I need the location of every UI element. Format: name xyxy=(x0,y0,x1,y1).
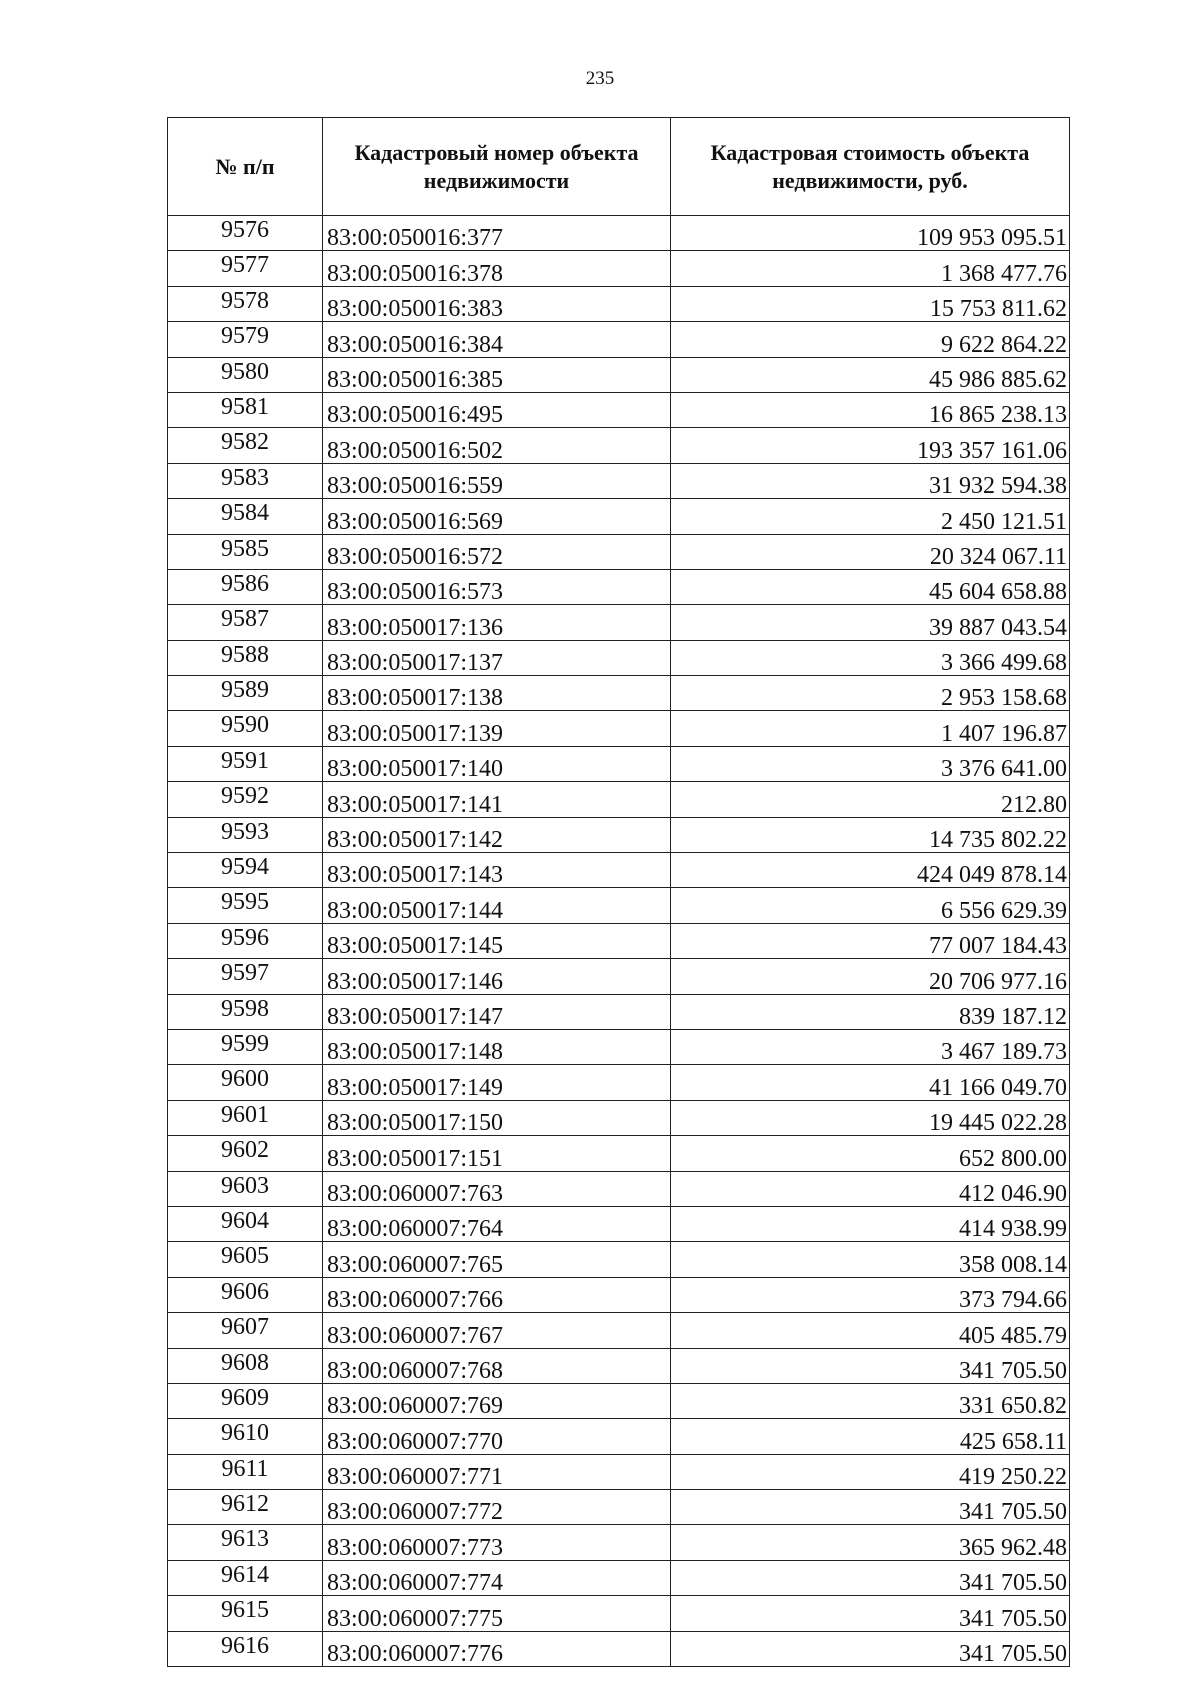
cadastral-number-cell: 83:00:060007:768 xyxy=(323,1348,671,1383)
cadastral-number-cell: 83:00:060007:764 xyxy=(323,1206,671,1241)
row-number-cell: 9599 xyxy=(168,1029,323,1064)
row-number-cell: 9587 xyxy=(168,605,323,640)
row-number-cell: 9580 xyxy=(168,357,323,392)
cadastral-value-cell: 2 450 121.51 xyxy=(671,499,1070,534)
table-row xyxy=(168,1560,1070,1595)
table-header-row xyxy=(168,118,1070,216)
cadastral-number-cell: 83:00:050017:137 xyxy=(323,640,671,675)
row-number-cell: 9584 xyxy=(168,499,323,534)
table-row xyxy=(168,1525,1070,1560)
cadastral-number-cell: 83:00:050017:150 xyxy=(323,1100,671,1135)
table-row xyxy=(168,817,1070,852)
cadastral-value-table xyxy=(167,117,1070,1667)
cadastral-number-cell: 83:00:060007:767 xyxy=(323,1313,671,1348)
row-number-cell: 9605 xyxy=(168,1242,323,1277)
table-row xyxy=(168,676,1070,711)
cadastral-number-cell: 83:00:050017:138 xyxy=(323,676,671,711)
table-row xyxy=(168,1313,1070,1348)
table-row xyxy=(168,923,1070,958)
row-number-cell: 9616 xyxy=(168,1631,323,1666)
table-body xyxy=(168,216,1070,1667)
row-number-cell: 9614 xyxy=(168,1560,323,1595)
table-row xyxy=(168,1242,1070,1277)
cadastral-number-cell: 83:00:050016:383 xyxy=(323,286,671,321)
row-number-cell: 9610 xyxy=(168,1419,323,1454)
table-row xyxy=(168,888,1070,923)
cadastral-value-cell: 2 953 158.68 xyxy=(671,676,1070,711)
cadastral-number-cell: 83:00:050017:139 xyxy=(323,711,671,746)
header-cadastral-value: Кадастровая стоимость объекта недвижимости, руб. xyxy=(671,118,1070,216)
cadastral-number-cell: 83:00:050017:145 xyxy=(323,923,671,958)
cadastral-value-cell: 193 357 161.06 xyxy=(671,428,1070,463)
row-number-cell: 9611 xyxy=(168,1454,323,1489)
row-number-cell: 9579 xyxy=(168,322,323,357)
cadastral-number-cell: 83:00:060007:771 xyxy=(323,1454,671,1489)
cadastral-value-cell: 6 556 629.39 xyxy=(671,888,1070,923)
cadastral-number-cell: 83:00:050016:559 xyxy=(323,463,671,498)
cadastral-value-cell: 3 467 189.73 xyxy=(671,1029,1070,1064)
cadastral-value-cell: 373 794.66 xyxy=(671,1277,1070,1312)
cadastral-value-cell: 341 705.50 xyxy=(671,1631,1070,1666)
table-row xyxy=(168,1100,1070,1135)
cadastral-value-cell: 45 986 885.62 xyxy=(671,357,1070,392)
table-row xyxy=(168,1029,1070,1064)
cadastral-value-cell: 405 485.79 xyxy=(671,1313,1070,1348)
table-row xyxy=(168,357,1070,392)
cadastral-value-cell: 3 376 641.00 xyxy=(671,746,1070,781)
cadastral-value-cell: 331 650.82 xyxy=(671,1383,1070,1418)
cadastral-value-cell: 1 368 477.76 xyxy=(671,251,1070,286)
cadastral-number-cell: 83:00:050017:142 xyxy=(323,817,671,852)
row-number-cell: 9613 xyxy=(168,1525,323,1560)
table-row xyxy=(168,463,1070,498)
row-number-cell: 9597 xyxy=(168,959,323,994)
row-number-cell: 9586 xyxy=(168,569,323,604)
cadastral-number-cell: 83:00:050017:136 xyxy=(323,605,671,640)
row-number-cell: 9601 xyxy=(168,1100,323,1135)
cadastral-number-cell: 83:00:060007:775 xyxy=(323,1596,671,1631)
cadastral-number-cell: 83:00:050017:151 xyxy=(323,1136,671,1171)
table-row xyxy=(168,711,1070,746)
cadastral-value-cell: 419 250.22 xyxy=(671,1454,1070,1489)
table-row xyxy=(168,1490,1070,1525)
table-row xyxy=(168,251,1070,286)
cadastral-value-cell: 41 166 049.70 xyxy=(671,1065,1070,1100)
table-row xyxy=(168,853,1070,888)
cadastral-number-cell: 83:00:050016:569 xyxy=(323,499,671,534)
table-row xyxy=(168,216,1070,251)
cadastral-value-cell: 20 706 977.16 xyxy=(671,959,1070,994)
cadastral-number-cell: 83:00:050016:377 xyxy=(323,216,671,251)
cadastral-value-cell: 19 445 022.28 xyxy=(671,1100,1070,1135)
cadastral-value-cell: 15 753 811.62 xyxy=(671,286,1070,321)
cadastral-value-cell: 839 187.12 xyxy=(671,994,1070,1029)
cadastral-value-cell: 365 962.48 xyxy=(671,1525,1070,1560)
table-row xyxy=(168,534,1070,569)
row-number-cell: 9592 xyxy=(168,782,323,817)
cadastral-value-cell: 20 324 067.11 xyxy=(671,534,1070,569)
cadastral-number-cell: 83:00:050016:572 xyxy=(323,534,671,569)
cadastral-value-cell: 652 800.00 xyxy=(671,1136,1070,1171)
cadastral-value-cell: 412 046.90 xyxy=(671,1171,1070,1206)
cadastral-number-cell: 83:00:050017:140 xyxy=(323,746,671,781)
cadastral-number-cell: 83:00:050016:385 xyxy=(323,357,671,392)
row-number-cell: 9604 xyxy=(168,1206,323,1241)
cadastral-number-cell: 83:00:050017:148 xyxy=(323,1029,671,1064)
table-row xyxy=(168,640,1070,675)
row-number-cell: 9581 xyxy=(168,392,323,427)
cadastral-value-cell: 212.80 xyxy=(671,782,1070,817)
cadastral-value-cell: 16 865 238.13 xyxy=(671,392,1070,427)
cadastral-number-cell: 83:00:060007:776 xyxy=(323,1631,671,1666)
row-number-cell: 9585 xyxy=(168,534,323,569)
table-row xyxy=(168,322,1070,357)
table-row xyxy=(168,959,1070,994)
cadastral-value-cell: 414 938.99 xyxy=(671,1206,1070,1241)
row-number-cell: 9591 xyxy=(168,746,323,781)
table-row xyxy=(168,1596,1070,1631)
cadastral-value-cell: 341 705.50 xyxy=(671,1596,1070,1631)
cadastral-number-cell: 83:00:060007:770 xyxy=(323,1419,671,1454)
row-number-cell: 9583 xyxy=(168,463,323,498)
table-row xyxy=(168,1348,1070,1383)
header-cadastral-number: Кадастровый номер объекта недвижимости xyxy=(323,118,671,216)
row-number-cell: 9582 xyxy=(168,428,323,463)
cadastral-number-cell: 83:00:060007:766 xyxy=(323,1277,671,1312)
cadastral-number-cell: 83:00:050016:384 xyxy=(323,322,671,357)
cadastral-number-cell: 83:00:050016:573 xyxy=(323,569,671,604)
table-row xyxy=(168,499,1070,534)
row-number-cell: 9608 xyxy=(168,1348,323,1383)
row-number-cell: 9602 xyxy=(168,1136,323,1171)
cadastral-number-cell: 83:00:050017:146 xyxy=(323,959,671,994)
cadastral-number-cell: 83:00:060007:763 xyxy=(323,1171,671,1206)
cadastral-value-cell: 425 658.11 xyxy=(671,1419,1070,1454)
cadastral-number-cell: 83:00:050017:143 xyxy=(323,853,671,888)
cadastral-number-cell: 83:00:050016:495 xyxy=(323,392,671,427)
cadastral-value-cell: 1 407 196.87 xyxy=(671,711,1070,746)
cadastral-number-cell: 83:00:050017:147 xyxy=(323,994,671,1029)
row-number-cell: 9600 xyxy=(168,1065,323,1100)
table-row xyxy=(168,1277,1070,1312)
table-row xyxy=(168,428,1070,463)
table-row xyxy=(168,994,1070,1029)
table-row xyxy=(168,1065,1070,1100)
cadastral-value-cell: 39 887 043.54 xyxy=(671,605,1070,640)
cadastral-number-cell: 83:00:060007:774 xyxy=(323,1560,671,1595)
row-number-cell: 9578 xyxy=(168,286,323,321)
row-number-cell: 9593 xyxy=(168,817,323,852)
table-row xyxy=(168,1454,1070,1489)
row-number-cell: 9596 xyxy=(168,923,323,958)
cadastral-value-cell: 77 007 184.43 xyxy=(671,923,1070,958)
cadastral-value-cell: 341 705.50 xyxy=(671,1490,1070,1525)
row-number-cell: 9594 xyxy=(168,853,323,888)
row-number-cell: 9603 xyxy=(168,1171,323,1206)
row-number-cell: 9595 xyxy=(168,888,323,923)
table-row xyxy=(168,605,1070,640)
row-number-cell: 9577 xyxy=(168,251,323,286)
table-row xyxy=(168,1631,1070,1666)
cadastral-value-cell: 9 622 864.22 xyxy=(671,322,1070,357)
row-number-cell: 9609 xyxy=(168,1383,323,1418)
row-number-cell: 9590 xyxy=(168,711,323,746)
cadastral-value-cell: 109 953 095.51 xyxy=(671,216,1070,251)
row-number-cell: 9589 xyxy=(168,676,323,711)
cadastral-number-cell: 83:00:050017:141 xyxy=(323,782,671,817)
cadastral-value-cell: 341 705.50 xyxy=(671,1560,1070,1595)
row-number-cell: 9588 xyxy=(168,640,323,675)
cadastral-value-cell: 3 366 499.68 xyxy=(671,640,1070,675)
cadastral-value-cell: 358 008.14 xyxy=(671,1242,1070,1277)
page-number: 235 xyxy=(585,68,615,89)
cadastral-value-cell: 424 049 878.14 xyxy=(671,853,1070,888)
cadastral-value-cell: 31 932 594.38 xyxy=(671,463,1070,498)
cadastral-number-cell: 83:00:050016:378 xyxy=(323,251,671,286)
table-row xyxy=(168,1419,1070,1454)
table-row xyxy=(168,1383,1070,1418)
row-number-cell: 9612 xyxy=(168,1490,323,1525)
cadastral-number-cell: 83:00:050017:149 xyxy=(323,1065,671,1100)
cadastral-number-cell: 83:00:050017:144 xyxy=(323,888,671,923)
row-number-cell: 9606 xyxy=(168,1277,323,1312)
row-number-cell: 9615 xyxy=(168,1596,323,1631)
header-row-number: № п/п xyxy=(168,118,323,216)
table-row xyxy=(168,569,1070,604)
row-number-cell: 9576 xyxy=(168,216,323,251)
table-row xyxy=(168,286,1070,321)
row-number-cell: 9598 xyxy=(168,994,323,1029)
table-row xyxy=(168,1171,1070,1206)
cadastral-number-cell: 83:00:060007:765 xyxy=(323,1242,671,1277)
cadastral-number-cell: 83:00:060007:772 xyxy=(323,1490,671,1525)
cadastral-number-cell: 83:00:050016:502 xyxy=(323,428,671,463)
table-row xyxy=(168,1206,1070,1241)
cadastral-value-cell: 341 705.50 xyxy=(671,1348,1070,1383)
table-row xyxy=(168,746,1070,781)
cadastral-value-cell: 45 604 658.88 xyxy=(671,569,1070,604)
cadastral-number-cell: 83:00:060007:769 xyxy=(323,1383,671,1418)
table-row xyxy=(168,782,1070,817)
table-row xyxy=(168,392,1070,427)
cadastral-number-cell: 83:00:060007:773 xyxy=(323,1525,671,1560)
row-number-cell: 9607 xyxy=(168,1313,323,1348)
cadastral-value-cell: 14 735 802.22 xyxy=(671,817,1070,852)
table-row xyxy=(168,1136,1070,1171)
